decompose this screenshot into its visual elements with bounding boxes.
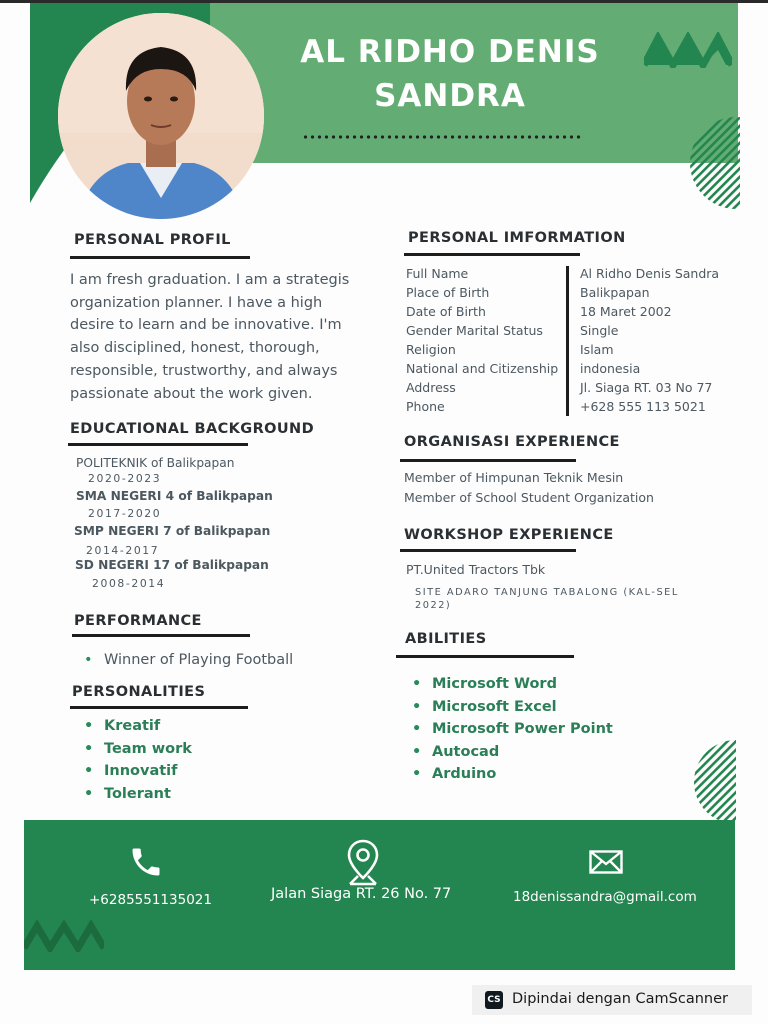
list-item: • Arduino (412, 763, 613, 786)
education-years: 2020-2023 (88, 472, 162, 485)
personal-information-underline (404, 253, 580, 256)
info-value: Jl. Siaga RT. 03 No 77 (580, 380, 713, 395)
list-item: • Tolerant (84, 783, 192, 806)
performance-underline (72, 634, 250, 637)
name-line-2: SANDRA (374, 78, 526, 114)
hatched-circle-icon (678, 738, 736, 822)
camscanner-text: Dipindai dengan CamScanner (512, 991, 729, 1007)
education-years: 2014-2017 (86, 544, 160, 557)
candidate-name (290, 30, 610, 118)
info-label: Address (406, 380, 456, 395)
personal-profil-title: PERSONAL PROFIL (74, 232, 231, 248)
contact-footer (24, 820, 735, 970)
profil-line: organization planner. I have a high (70, 294, 323, 311)
list-item: Member of School Student Organization (404, 489, 654, 505)
organisasi-underline (400, 459, 576, 462)
info-value: +628 555 113 5021 (580, 399, 706, 414)
performance-title: PERFORMANCE (74, 613, 202, 629)
list-item: Member of Himpunan Teknik Mesin (404, 470, 624, 485)
envelope-icon (589, 850, 623, 874)
location-pin-icon (346, 838, 380, 888)
education-underline (68, 443, 248, 446)
info-value: Single (580, 323, 619, 338)
personal-information-title: PERSONAL IMFORMATION (408, 230, 626, 246)
education-years: 2017-2020 (88, 507, 162, 520)
info-label: National and Citizenship (406, 361, 559, 376)
profil-line: desire to learn and be innovative. I'm (70, 317, 342, 334)
info-value: Al Ridho Denis Sandra (580, 266, 720, 281)
list-item: • Microsoft Excel (412, 696, 613, 719)
personal-profil-text (70, 269, 380, 405)
info-value: Balikpapan (580, 285, 650, 300)
organisasi-title: ORGANISASI EXPERIENCE (404, 434, 620, 450)
education-school: SMP NEGERI 7 of Balikpapan (74, 524, 271, 538)
profil-line: responsible, trustworthy, and always (70, 362, 338, 379)
abilities-underline (396, 655, 574, 658)
footer-address: Jalan Siaga RT. 26 No. 77 (271, 886, 452, 902)
info-labels-column (406, 264, 558, 416)
organisasi-list (404, 468, 654, 507)
info-value: indonesia (580, 361, 641, 376)
profil-line: also disciplined, honest, thorough, (70, 340, 320, 357)
phone-icon (128, 844, 164, 880)
info-value: Islam (580, 342, 614, 357)
list-item: • Microsoft Word (412, 673, 613, 696)
info-label: Full Name (406, 266, 469, 281)
profil-line: passionate about the work given. (70, 385, 313, 402)
education-school: POLITEKNIK of Balikpapan (76, 456, 235, 470)
performance-list (84, 649, 293, 671)
workshop-title: WORKSHOP EXPERIENCE (404, 527, 614, 543)
hatched-circle-icon (680, 116, 740, 210)
personalities-underline (70, 706, 248, 709)
portrait-illustration (58, 13, 264, 219)
workshop-underline (400, 549, 576, 552)
education-school: SMA NEGERI 4 of Balikpapan (76, 489, 273, 503)
info-label: Gender Marital Status (406, 323, 543, 338)
education-title: EDUCATIONAL BACKGROUND (70, 421, 315, 437)
list-item: • Microsoft Power Point (412, 718, 613, 741)
education-years: 2008-2014 (92, 577, 166, 590)
abilities-title: ABILITIES (405, 631, 487, 647)
list-item: • Autocad (412, 741, 613, 764)
zigzag-icon (24, 920, 104, 952)
profile-photo (58, 13, 264, 219)
list-item: • Kreatif (84, 715, 192, 738)
camscanner-logo: CS (485, 991, 503, 1009)
info-label: Date of Birth (406, 304, 486, 319)
workshop-site: SITE ADARO TANJUNG TABALONG (KAL-SEL 2022) (415, 587, 679, 611)
list-item: • Winner of Playing Football (84, 649, 293, 671)
name-line-1: AL RIDHO DENIS (300, 34, 600, 70)
info-label: Place of Birth (406, 285, 490, 300)
list-item: • Team work (84, 738, 192, 761)
list-item: • Innovatif (84, 760, 192, 783)
footer-email[interactable]: 18denissandra@gmail.com (513, 889, 697, 905)
personalities-list (84, 715, 192, 805)
personal-profil-underline (70, 256, 250, 259)
info-values-column (580, 264, 719, 416)
info-label: Phone (406, 399, 445, 414)
workshop-company: PT.United Tractors Tbk (406, 562, 546, 577)
education-school: SD NEGERI 17 of Balikpapan (75, 558, 269, 572)
personalities-title: PERSONALITIES (72, 684, 206, 700)
abilities-list (412, 673, 613, 786)
profil-line: I am fresh graduation. I am a strategis (70, 272, 350, 288)
info-label: Religion (406, 342, 456, 357)
dotted-divider (302, 134, 584, 140)
info-value: 18 Maret 2002 (580, 304, 672, 319)
footer-phone[interactable]: +6285551135021 (89, 892, 212, 908)
info-divider (566, 266, 569, 416)
zigzag-icon (644, 32, 732, 68)
